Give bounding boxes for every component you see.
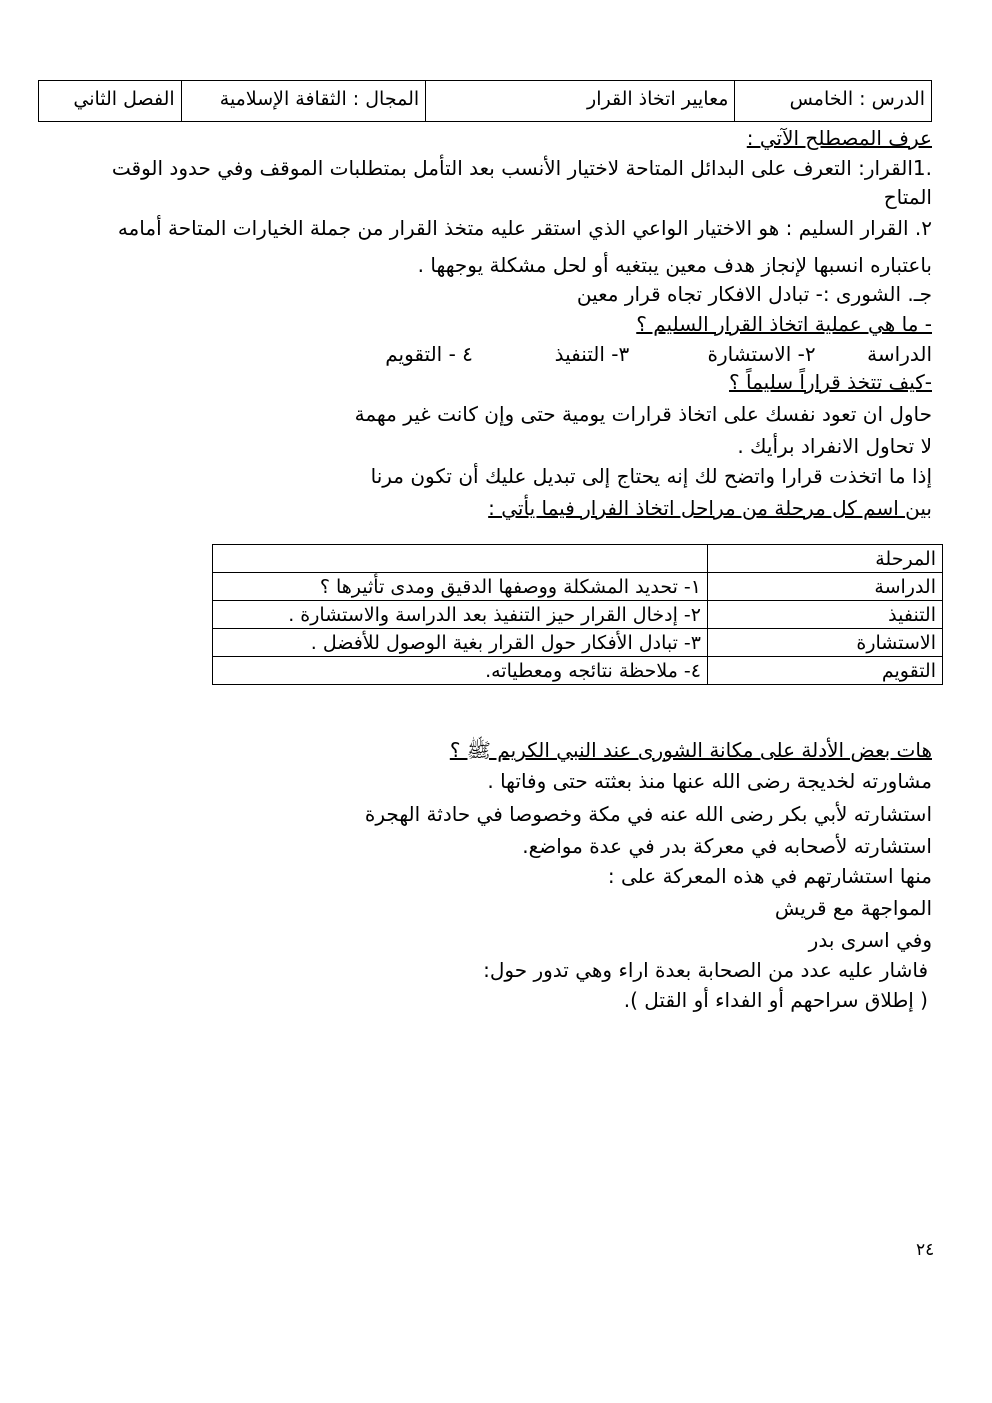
lesson-number: الدرس : الخامس [734, 81, 931, 121]
table-header-stage: المرحلة [708, 545, 943, 573]
stage-3: ٣- التنفيذ [554, 342, 630, 366]
stage-table-instruction: بين اسم كل مرحلة من مراحل اتخاذ الفرار فيما يأتي : [488, 496, 932, 520]
stage-cell: التقويم [708, 657, 943, 685]
lesson-title: معايير اتخاذ القرار [425, 81, 734, 121]
table-header-desc [213, 545, 708, 573]
shura-line7: فاشار عليه عدد من الصحابة بعدة اراء وهي تدور حول: [483, 958, 928, 982]
process-stages [385, 340, 932, 368]
stage-2: ٢- الاستشارة [707, 342, 816, 366]
definition-sound-decision-line1: ٢. القرار السليم : هو الاختيار الواعي الذي استقر عليه متخذ القرار من جملة الخيارات المتاحة أمامه [117, 216, 932, 240]
shura-line6: وفي اسرى بدر [808, 928, 932, 952]
sound-decision-question: -كيف تتخذ قراراً سليماً ؟ [729, 370, 932, 394]
stage-4: ٤ - التقويم [385, 342, 473, 366]
desc-cell: ١- تحديد المشكلة ووصفها الدقيق ومدى تأثيرها ؟ [213, 573, 708, 601]
definition-sound-decision-line2: باعتباره انسبها لإنجاز هدف معين يبتغيه أو لحل مشكلة يوجهها . [417, 253, 932, 277]
stage-cell: الاستشارة [708, 629, 943, 657]
process-question: - ما هي عملية اتخاذ القرار السليم ؟ [636, 312, 932, 336]
shura-line1: مشاورته لخديجة رضى الله عنها منذ بعثته حتى وفاتها . [487, 769, 932, 793]
shura-line2: استشارته لأبي بكر رضى الله عنه في مكة وخصوصا في حادثة الهجرة [364, 802, 932, 826]
table-row [213, 657, 943, 685]
desc-cell: ٢- إدخال القرار حيز التنفيذ بعد الدراسة والاستشارة . [213, 601, 708, 629]
table-row [213, 601, 943, 629]
table-row [213, 629, 943, 657]
table-row [213, 545, 943, 573]
lesson-header-table [38, 80, 932, 122]
shura-line5: المواجهة مع قريش [774, 896, 932, 920]
definition-decision-line1: .1القرار: التعرف على البدائل المتاحة لاختيار الأنسب بعد التأمل بمتطلبات الموقف وفي حدود الوقت [111, 156, 932, 180]
desc-cell: ٤- ملاحظة نتائجه ومعطياته. [213, 657, 708, 685]
definition-shura: جـ. الشورى :- تبادل الافكار تجاه قرار معين [576, 282, 932, 306]
stage-table [212, 544, 943, 685]
sound-decision-line3: إذا ما اتخذت قرارا واتضح لك إنه يحتاج إلى تبديل عليك أن تكون مرنا [370, 464, 932, 488]
shura-line4: منها استشارتهم في هذه المعركة على : [607, 864, 932, 888]
chapter-label: الفصل الثاني [73, 88, 175, 110]
shura-question: هات بعض الأدلة على مكانة الشورى عند النبي الكريم ﷺ ؟ [449, 738, 932, 762]
shura-line8: ( إطلاق سراحهم أو الفداء أو القتل ). [623, 988, 928, 1012]
desc-cell: ٣- تبادل الأفكار حول القرار بغية الوصول للأفضل . [213, 629, 708, 657]
subject-field: المجال : الثقافة الإسلامية [181, 81, 425, 121]
stage-1: الدراسة [867, 342, 932, 366]
stage-cell: التنفيذ [708, 601, 943, 629]
definition-decision-line2: المتاح [883, 185, 932, 209]
sound-decision-line2: لا تحاول الانفراد برأيك . [737, 434, 932, 458]
stage-cell: الدراسة [708, 573, 943, 601]
sound-decision-line1: حاول ان تعود نفسك على اتخاذ قرارات يومية حتى وإن كانت غير مهمة [354, 402, 932, 426]
shura-line3: استشارته لأصحابه في معركة بدر في عدة مواضع. [522, 834, 932, 858]
definitions-heading: عرف المصطلح الآتي : [746, 126, 932, 150]
table-row [213, 573, 943, 601]
page-number: ٢٤ [916, 1240, 935, 1260]
